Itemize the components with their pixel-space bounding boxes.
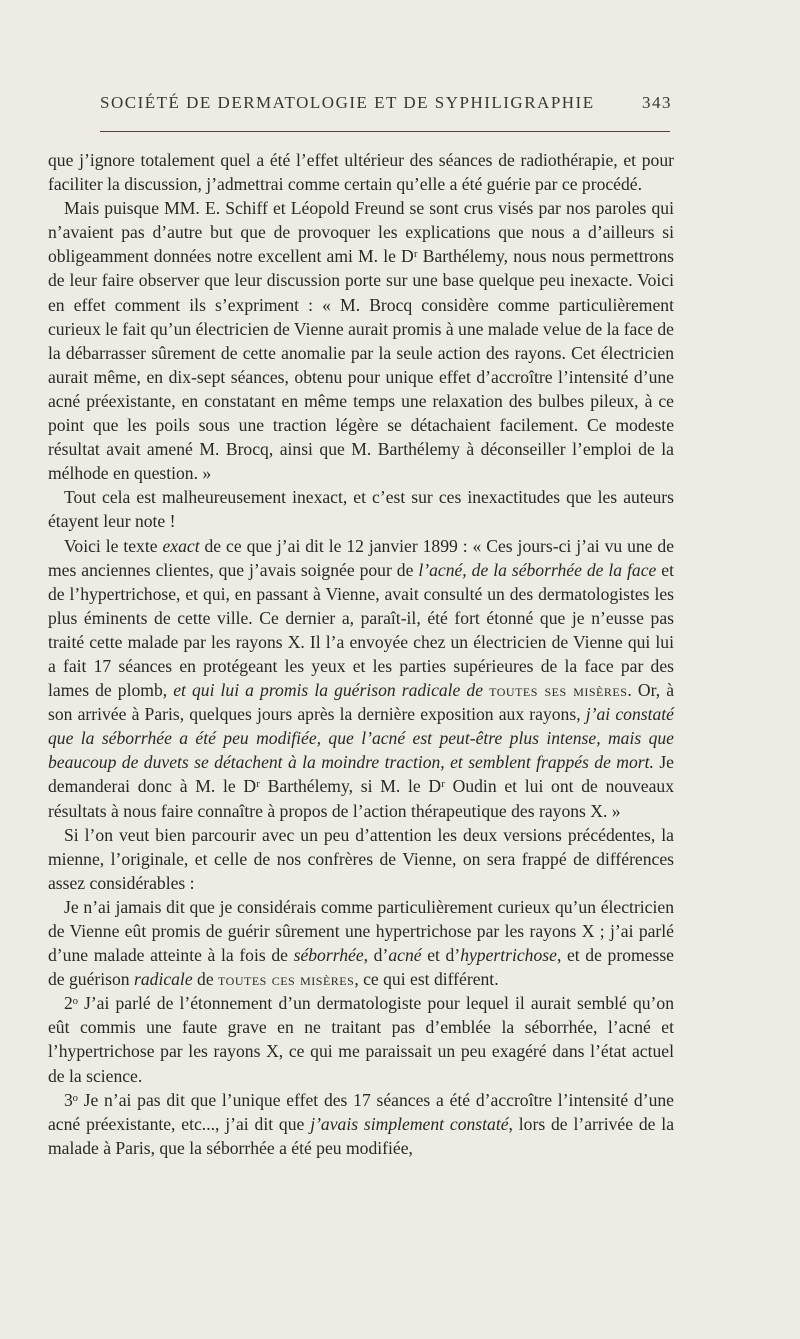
body-text: [48, 148, 674, 1160]
italic-run: radicale: [134, 969, 193, 990]
text-run: . Or, à son arrivée à Paris, quelques jours après la dernière exposition aux rayons,: [48, 680, 675, 725]
header-rule: [100, 131, 670, 132]
text-run: Voici le texte: [64, 535, 163, 556]
running-title: SOCIÉTÉ DE DERMATOLOGIE ET DE SYPHILIGRAPHIE: [100, 93, 595, 112]
text-run: de: [192, 969, 219, 990]
paragraph-7: 2ᵒ J’ai parlé de l’étonnement d’un dermatologiste pour lequel il aurait semblé qu’on eût commis une faute grave en ne traitant pas d’emblée la séborrhée, l’acné et l’hypertrichose par les rayons X, ce qui me paraissait un peu exagéré dans l’état actuel de la science.: [48, 993, 674, 1086]
italic-run: l’acné, de la séborrhée de la face: [418, 559, 657, 580]
paragraph-5: Si l’on veut bien parcourir avec un peu d’attention les deux versions précédentes, la mienne, l’originale, et celle de nos confrères de Vienne, on sera frappé de différences assez considérables :: [48, 824, 674, 893]
italic-run: j’ai constaté que la séborrhée a été peu modifiée, que l’acné est peut-être plus intense, mais que beaucoup de duvets se détachent à la moindre traction, et semblent frappés de mort.: [48, 704, 674, 773]
italic-run: j’avais simplement constaté: [310, 1113, 509, 1134]
text-run: Je n’ai jamais dit que je considérais comme particulièrement curieux qu’un électricien de Vienne eût promis de guérir sûrement une hypertrichose par les rayons X ; j’ai parlé d’une malade atteinte à la fois de: [48, 896, 674, 966]
text-run: et de l’hypertrichose, et qui, en passant à Vienne, avait consulté un des dermatologistes les plus éminents de cette ville. Ce dernier a, paraît-il, été fort étonné que je n’eusse pas traité cette malade par les rayons X. Il l’a envoyée chez un électricien de Vienne qui lui a fait 17 séances en protégeant les yeux et les parties supérieures de la face par des lames de plomb,: [48, 559, 674, 701]
small-caps-run: toutes ces misères: [218, 969, 355, 990]
text-run: , d’: [363, 945, 389, 966]
text-run: , et de promesse de guérison: [48, 945, 674, 990]
italic-run: acné: [388, 945, 422, 966]
paragraph-6: [48, 895, 674, 991]
text-run: , lors de l’arrivée de la malade à Paris, que la séborrhée a été peu modifiée,: [48, 1113, 675, 1158]
paragraph-2: Mais puisque MM. E. Schiff et Léopold Freund se sont crus visés par nos paroles qui n’avaient pas d’autre but que de provoquer les explications que nous a d’ailleurs si obligeamment données notre excellent ami M. le Dʳ Barthélemy, nous nous permettrons de leur faire observer que leur discussion porte sur une base quelque peu inexacte. Voici en effet comment ils s’expriment : « M. Brocq considère comme particulièrement curieux le fait qu’un électricien de Vienne aurait promis à une malade velue de la face de la débarrasser sûrement de cette anomalie par la seule action des rayons. Cet électricien aurait même, en dix-sept séances, obtenu pour unique effet d’accroître l’intensité d’une acné préexistante, en constatant en même temps une relaxation des bulbes pileux, à ce point que les poils sous une traction légère se détachaient facilement. Ce modeste résultat avait amené M. Brocq, ainsi que M. Barthélemy à déconseiller l’emploi de la mélhode en question. »: [48, 198, 674, 484]
text-run: de ce que j’ai dit le 12 janvier 1899 : « Ces jours-ci j’ai vu une de mes anciennes clientes, que j’avais soignée pour de: [48, 535, 675, 580]
italic-run: hypertrichose: [460, 945, 557, 966]
text-run: 3ᵒ Je n’ai pas dit que l’unique effet des 17 séances a été d’accroître l’intensité d’une acné préexistante, etc..., j’ai dit que: [48, 1089, 674, 1134]
paragraph-4: [48, 534, 674, 823]
italic-run: exact: [162, 535, 200, 556]
text-run: Je demanderai donc à M. le Dʳ Barthélemy, si M. le Dʳ Oudin et lui ont de nouveaux résultats à nous faire connaître à propos de l’action thérapeutique des rayons X. »: [48, 752, 674, 821]
italic-run: séborrhée: [293, 945, 364, 966]
paragraph-8: [48, 1088, 674, 1160]
small-caps-run: toutes ses misères: [489, 680, 628, 701]
text-run: , ce qui est différent.: [354, 969, 499, 990]
italic-run: et qui lui a promis la guérison radicale de: [173, 680, 484, 701]
paragraph-3: Tout cela est malheureusement inexact, et c’est sur ces inexactitudes que les auteurs étayent leur note !: [48, 487, 674, 532]
page-number: 343: [642, 93, 672, 112]
running-head: [100, 93, 672, 113]
paragraph-1: que j’ignore totalement quel a été l’effet ultérieur des séances de radiothérapie, et pour faciliter la discussion, j’admettrai comme certain qu’elle a été guérie par ce procédé.: [48, 150, 674, 195]
text-run: et d’: [421, 945, 461, 966]
